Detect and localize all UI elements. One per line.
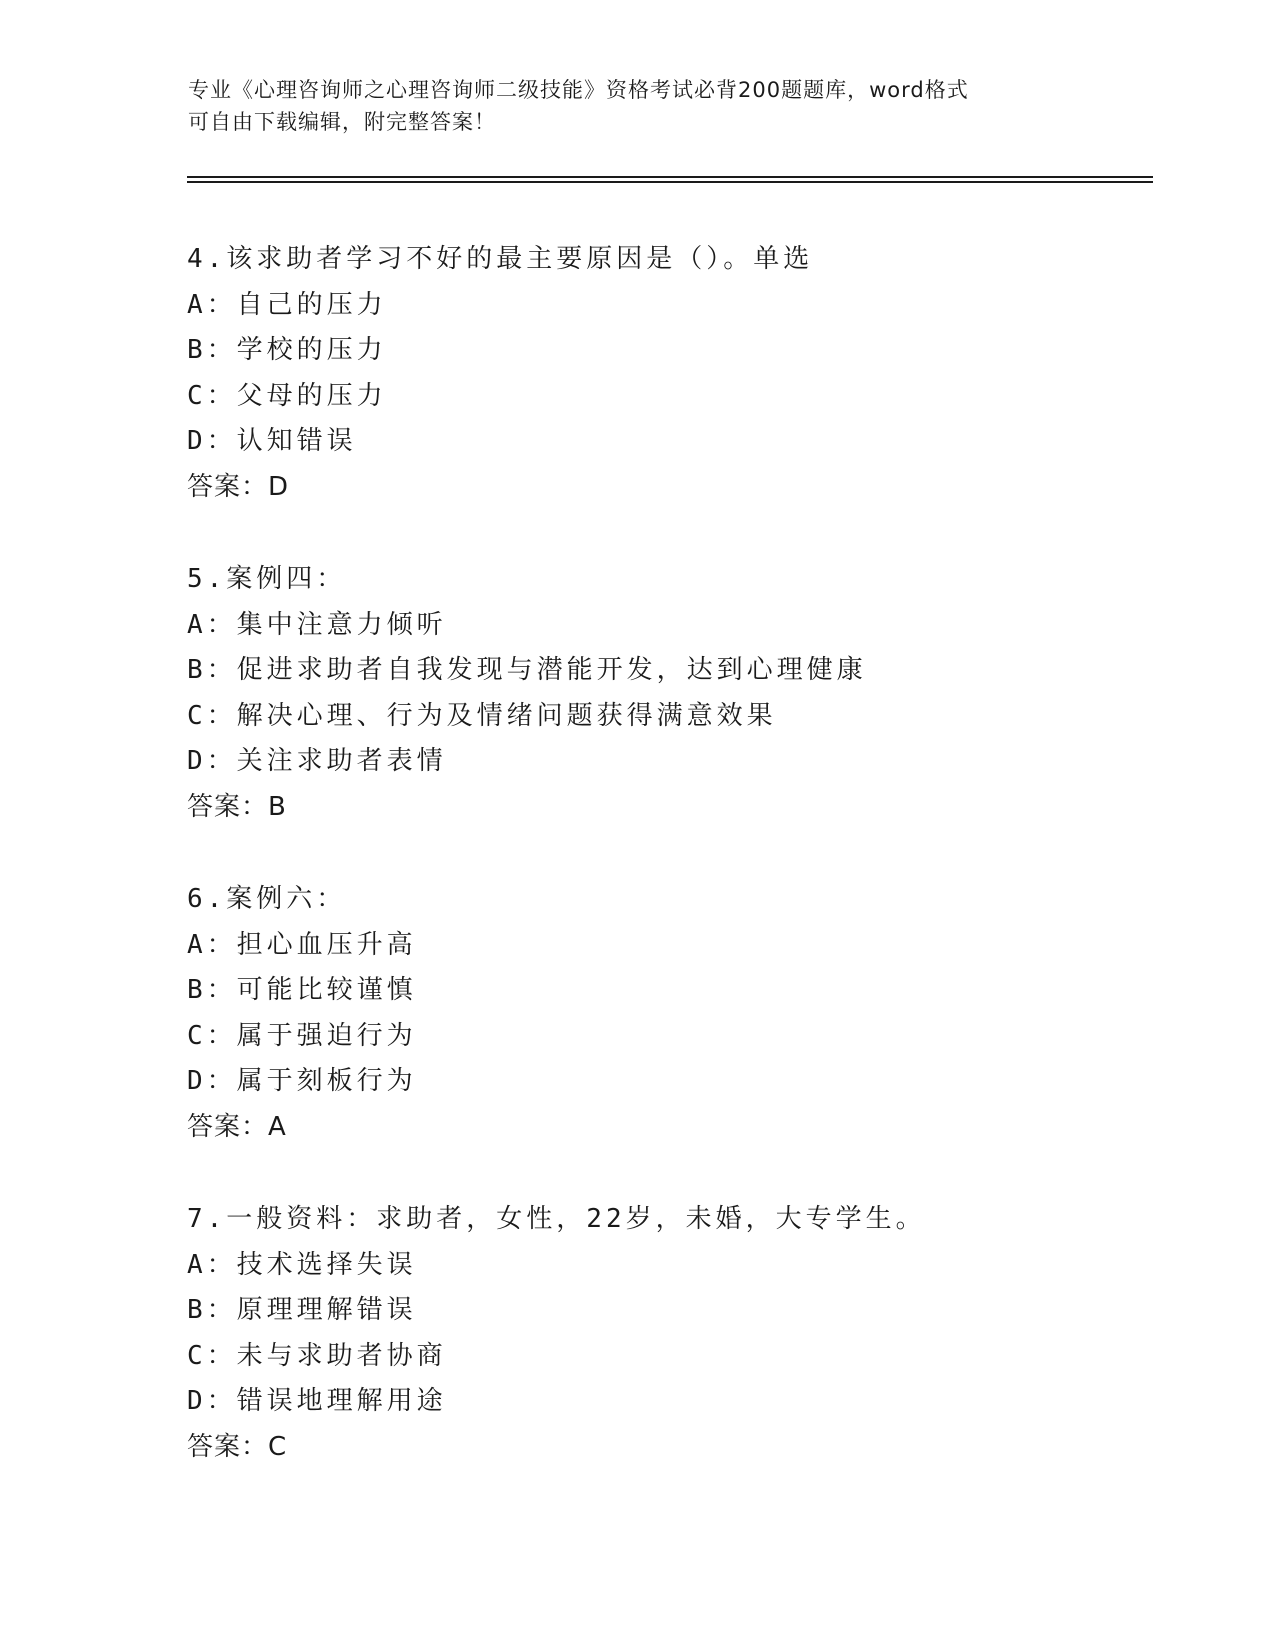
- option-b: B：学校的压力: [187, 335, 387, 365]
- question-stem: 7.一般资料：求助者，女性，22岁，未婚，大专学生。: [187, 1204, 926, 1234]
- option-c: C：父母的压力: [187, 380, 387, 411]
- option-b: B：原理理解错误: [187, 1295, 417, 1325]
- header-divider-bottom: [187, 181, 1153, 183]
- option-d: D：属于刻板行为: [187, 1066, 417, 1096]
- answer-line: 答案：A: [187, 1111, 287, 1142]
- question-block: [187, 877, 1147, 1150]
- option-d: D：关注求助者表情: [187, 746, 447, 776]
- question-stem: 6.案例六：: [187, 884, 347, 914]
- answer-line: 答案：B: [187, 791, 287, 822]
- option-b: B：促进求助者自我发现与潜能开发，达到心理健康: [187, 655, 867, 685]
- option-b: B：可能比较谨慎: [187, 975, 417, 1005]
- option-d: D：认知错误: [187, 426, 357, 456]
- header-divider-top: [187, 176, 1153, 178]
- header-line-2: 可自由下载编辑，附完整答案！: [188, 110, 496, 134]
- header-line-1: 专业《心理咨询师之心理咨询师二级技能》资格考试必背200题题库，word格式: [188, 78, 969, 102]
- option-c: C：解决心理、行为及情绪问题获得满意效果: [187, 700, 777, 731]
- option-c: C：属于强迫行为: [187, 1020, 417, 1051]
- question-stem: 4.该求助者学习不好的最主要原因是（）。单选: [187, 244, 814, 274]
- option-d: D：错误地理解用途: [187, 1386, 447, 1416]
- option-a: A：技术选择失误: [187, 1249, 417, 1280]
- option-a: A：自己的压力: [187, 289, 387, 320]
- question-block: [187, 237, 1147, 510]
- question-stem: 5.案例四：: [187, 564, 347, 594]
- question-block: [187, 1197, 1147, 1470]
- option-a: A：集中注意力倾听: [187, 609, 447, 640]
- question-block: [187, 557, 1147, 830]
- document-header: [188, 74, 1088, 138]
- answer-line: 答案：C: [187, 1431, 288, 1462]
- option-c: C：未与求助者协商: [187, 1340, 447, 1371]
- option-a: A：担心血压升高: [187, 929, 417, 960]
- answer-line: 答案：D: [187, 471, 290, 502]
